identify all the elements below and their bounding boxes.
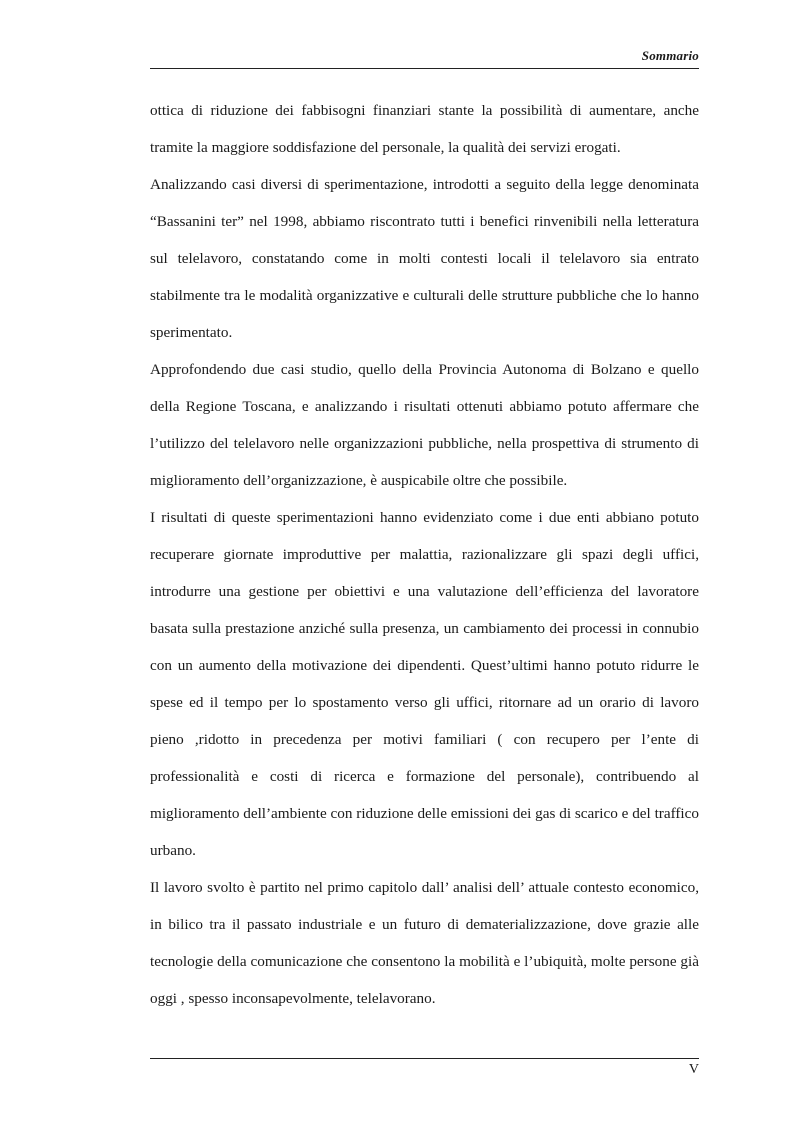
page-header bbox=[150, 46, 699, 69]
page-number: V bbox=[688, 1062, 699, 1077]
body-text bbox=[150, 92, 699, 1017]
page-footer bbox=[150, 1058, 699, 1077]
paragraph: Analizzando casi diversi di sperimentazione, introdotti a seguito della legge denominata “Bassanini ter” nel 1998, abbiamo riscontrato tutti i benefici rinvenibili nella letteratura sul telelavoro, constatando come in molti contesti locali il telelavoro sia entrato stabilmente tra le modalità organizzative e culturali delle strutture pubbliche che lo hanno sperimentato. bbox=[150, 176, 699, 341]
paragraph: Approfondendo due casi studio, quello della Provincia Autonoma di Bolzano e quello della Regione Toscana, e analizzando i risultati ottenuti abbiamo potuto affermare che l’utilizzo del telelavoro nelle organizzazioni pubbliche, nella prospettiva di strumento di miglioramento dell’organizzazione, è auspicabile oltre che possibile. bbox=[150, 361, 699, 489]
paragraph: Il lavoro svolto è partito nel primo capitolo dall’ analisi dell’ attuale contesto economico, in bilico tra il passato industriale e un futuro di dematerializzazione, dove grazie alle tecnologie della comunicazione che consentono la mobilità e l’ubiquità, molte persone già oggi , spesso inconsapevolmente, telelavorano. bbox=[150, 879, 699, 1007]
paragraph: ottica di riduzione dei fabbisogni finanziari stante la possibilità di aumentare, anche tramite la maggiore soddisfazione del personale, la qualità dei servizi erogati. bbox=[150, 102, 699, 156]
paragraph: I risultati di queste sperimentazioni hanno evidenziato come i due enti abbiano potuto recuperare giornate improduttive per malattia, razionalizzare gli spazi degli uffici, introdurre una gestione per obiettivi e una valutazione dell’efficienza del lavoratore basata sulla prestazione anziché sulla presenza, un cambiamento dei processi in connubio con un aumento della motivazione dei dipendenti. Quest’ultimi hanno potuto ridurre le spese ed il tempo per lo spostamento verso gli uffici, ritornare ad un orario di lavoro pieno ,ridotto in precedenza per motivi familiari ( con recupero per l’ente di professionalità e costi di ricerca e formazione del personale), contribuendo al miglioramento dell’ambiente con riduzione delle emissioni dei gas di scarico e del traffico urbano. bbox=[150, 509, 699, 859]
running-head: Sommario bbox=[641, 48, 699, 63]
